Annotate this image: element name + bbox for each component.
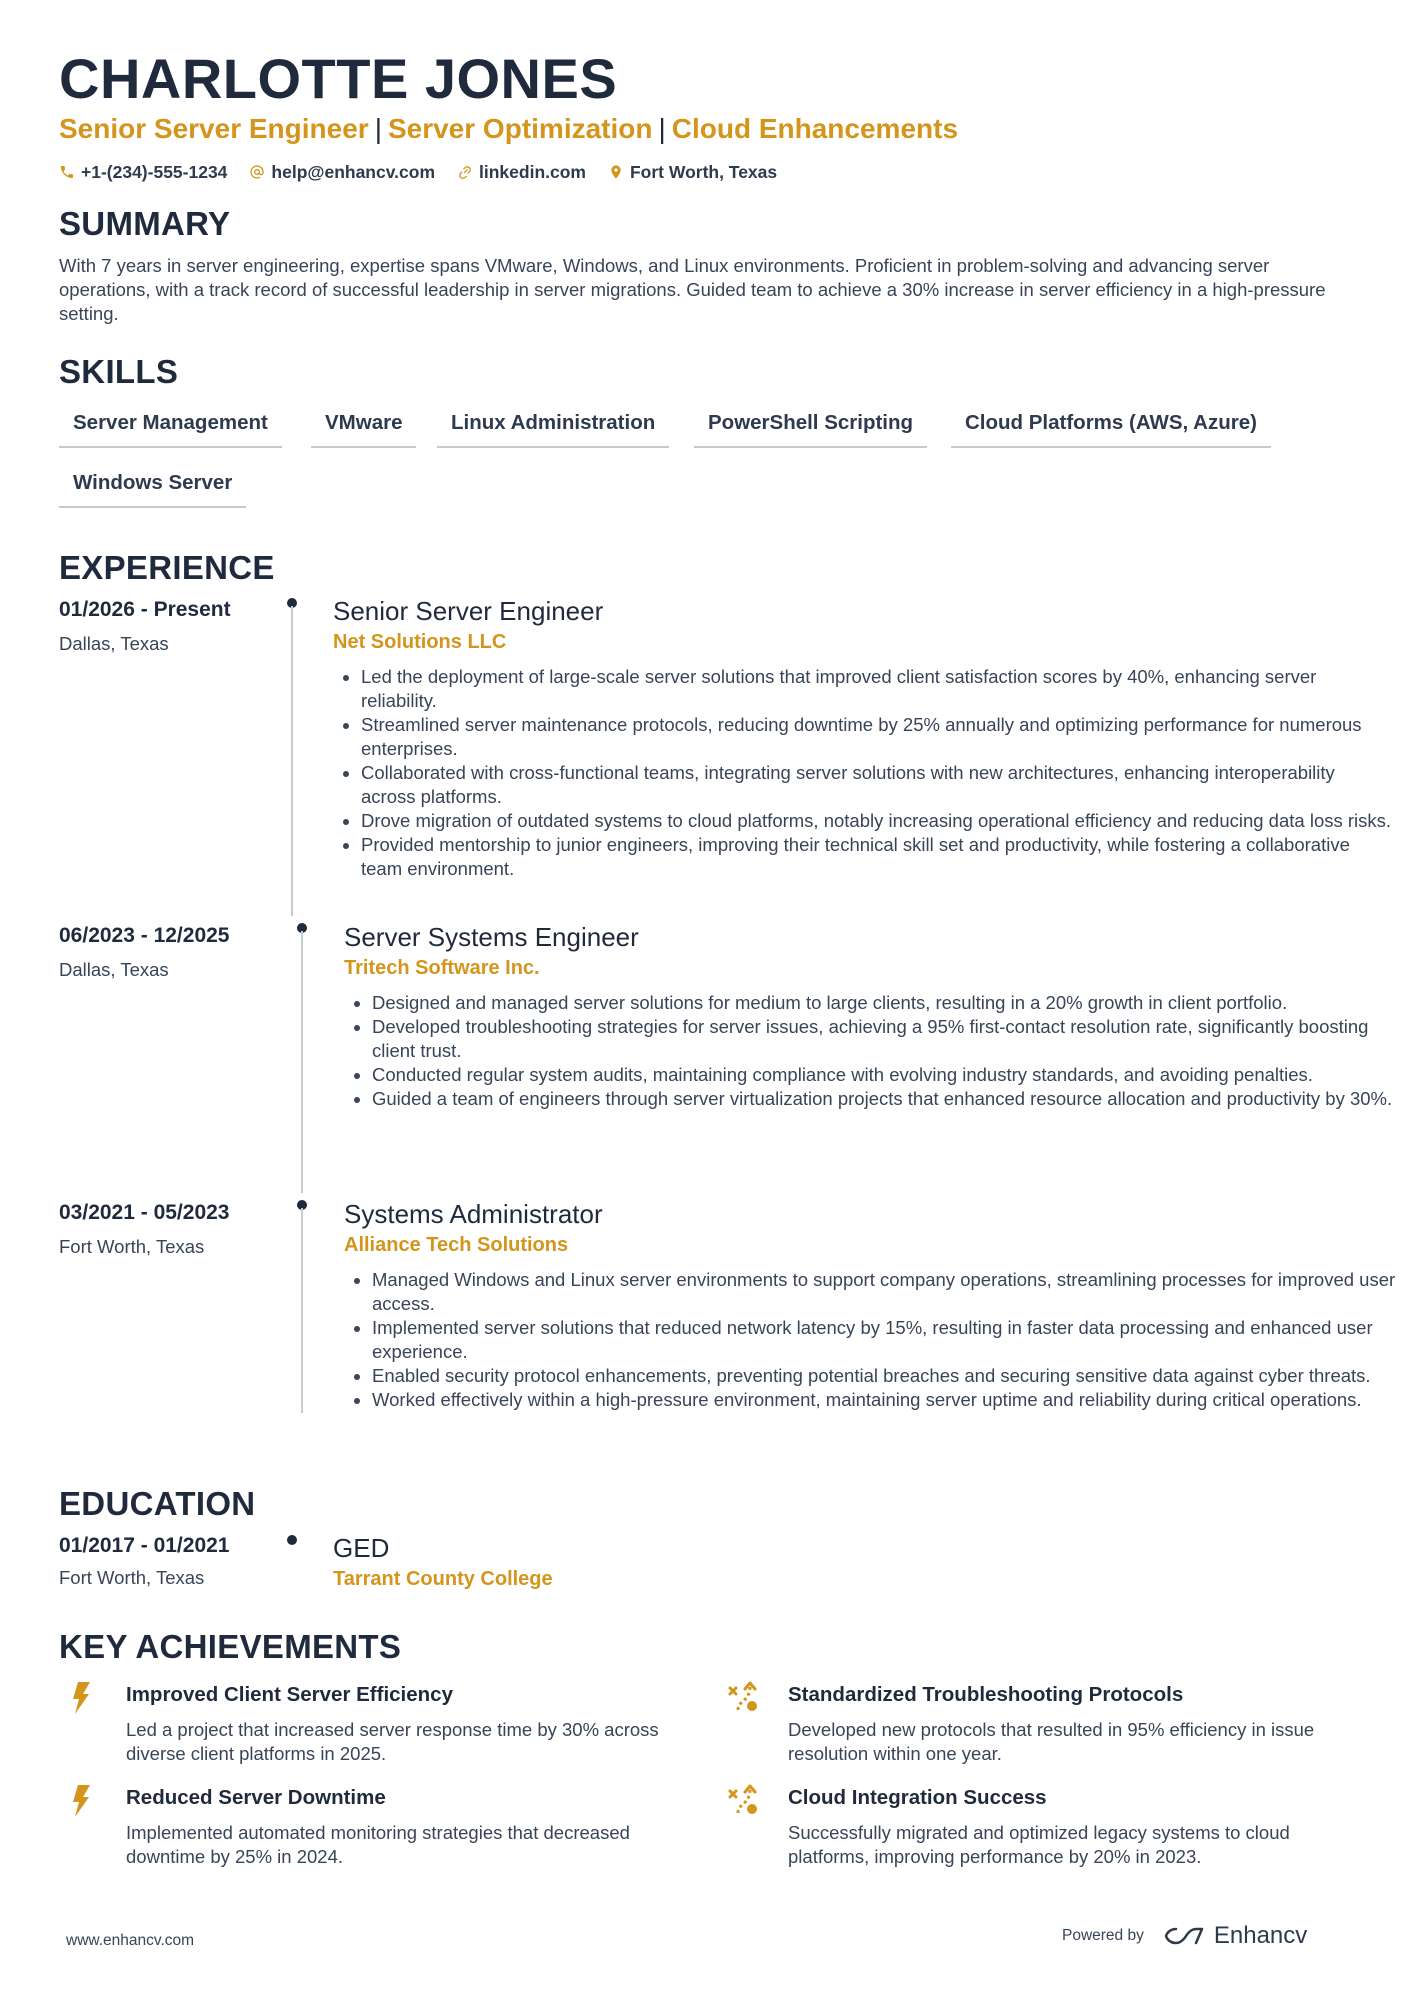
headline-part: Senior Server Engineer	[59, 113, 369, 144]
job-role: Systems Administrator	[344, 1199, 603, 1229]
summary-title: SUMMARY	[59, 205, 231, 242]
achievement-title: Cloud Integration Success	[788, 1786, 1047, 1809]
achievement-item	[66, 1783, 666, 1873]
education-degree: GED	[333, 1533, 390, 1563]
achievement-desc: Led a project that increased server response time by 30% across diverse client platforms in 2025.	[126, 1719, 659, 1764]
job-company: Net Solutions LLC	[333, 631, 507, 653]
contact-location	[608, 162, 777, 183]
job-dates: 06/2023 - 12/2025	[59, 924, 230, 947]
job-bullets	[344, 991, 1404, 1111]
achievement-item	[728, 1783, 1328, 1873]
achievement-title: Improved Client Server Efficiency	[126, 1683, 453, 1706]
skills-title: SKILLS	[59, 353, 179, 390]
location-text: Fort Worth, Texas	[629, 161, 778, 182]
contact-linkedin[interactable]	[457, 162, 586, 183]
bullet-item: • Conducted regular system audits, maintaining compliance with evolving industry standards, and avoiding penalties.	[372, 1063, 1404, 1087]
contact-email[interactable]	[249, 162, 435, 183]
job-location: Dallas, Texas	[59, 959, 169, 980]
enhancv-logo-icon	[1162, 1924, 1206, 1948]
link-icon	[457, 164, 473, 180]
job-role: Senior Server Engineer	[333, 596, 604, 626]
achievement-item	[728, 1680, 1328, 1770]
achievement-desc: Developed new protocols that resulted in 95% efficiency in issue resolution within one year.	[788, 1719, 1315, 1764]
achievement-desc: Implemented automated monitoring strategies that decreased downtime by 25% in 2024.	[126, 1822, 630, 1867]
bullet-item: • Implemented server solutions that reduced network latency by 15%, resulting in faster data processing and enhanced user experience.	[372, 1316, 1404, 1364]
at-icon	[249, 164, 265, 180]
email-text: help@enhancv.com	[271, 161, 436, 182]
candidate-name: CHARLOTTE JONES	[59, 47, 618, 110]
footer-website[interactable]: www.enhancv.com	[66, 1932, 195, 1949]
lightning-icon	[66, 1680, 98, 1716]
education-location: Fort Worth, Texas	[59, 1567, 205, 1588]
job-entry	[344, 921, 1404, 1111]
skill-tag: Linux Administration	[437, 400, 669, 448]
bullet-item: • Drove migration of outdated systems to cloud platforms, notably increasing operational efficiency and reducing data loss risks.	[361, 809, 1393, 833]
summary-text: With 7 years in server engineering, expertise spans VMware, Windows, and Linux environments. Proficient in problem-solving and advancing server operations, with a track record of successful leadership in server migrations. Guided team to achieve a 30% increase in server efficiency in a high-pressure setting.	[59, 255, 1326, 324]
skill-tag: Cloud Platforms (AWS, Azure)	[951, 400, 1271, 448]
timeline-line	[301, 1208, 303, 1413]
contact-bar	[59, 158, 777, 186]
education-title: EDUCATION	[59, 1485, 256, 1522]
job-dates: 03/2021 - 05/2023	[59, 1201, 230, 1224]
job-role: Server Systems Engineer	[344, 922, 639, 952]
footer-branding	[1062, 1922, 1307, 1950]
headline	[59, 111, 958, 147]
headline-separator: |	[374, 113, 382, 144]
bullet-item: • Enabled security protocol enhancements, preventing potential breaches and securing sensitive data against cyber threats.	[372, 1364, 1404, 1388]
brand-logo[interactable]	[1162, 1922, 1307, 1950]
job-meta	[59, 596, 289, 656]
achievement-desc: Successfully migrated and optimized legacy systems to cloud platforms, improving performance by 20% in 2023.	[788, 1822, 1290, 1867]
job-location: Dallas, Texas	[59, 633, 169, 654]
bullet-item: • Streamlined server maintenance protocols, reducing downtime by 25% annually and optimizing performance for numerous enterprises.	[361, 713, 1393, 761]
achievement-item	[66, 1680, 666, 1770]
map-pin-icon	[608, 164, 624, 180]
bullet-item: • Provided mentorship to junior engineers, improving their technical skill set and productivity, while fostering a collaborative team environment.	[361, 833, 1393, 881]
job-company: Alliance Tech Solutions	[344, 1234, 569, 1256]
bullet-item: • Managed Windows and Linux server environments to support company operations, streamlining processes for improved user access.	[372, 1268, 1404, 1316]
job-bullets	[344, 1268, 1404, 1412]
headline-part: Server Optimization	[387, 113, 653, 144]
headline-part: Cloud Enhancements	[671, 113, 959, 144]
experience-title: EXPERIENCE	[59, 549, 275, 586]
bullet-item: • Guided a team of engineers through server virtualization projects that enhanced resource allocation and productivity by 30%.	[372, 1087, 1404, 1111]
bullet-item: • Led the deployment of large-scale server solutions that improved client satisfaction scores by 40%, enhancing server reliability.	[361, 665, 1393, 713]
powered-by-label: Powered by	[1062, 1927, 1144, 1944]
job-bullets	[333, 665, 1393, 881]
timeline-dot	[287, 1535, 297, 1545]
phone-icon	[59, 164, 75, 180]
contact-phone[interactable]	[59, 162, 227, 183]
job-location: Fort Worth, Texas	[59, 1236, 205, 1257]
bullet-item: • Collaborated with cross-functional teams, integrating server solutions with new architectures, enhancing interoperability across platforms.	[361, 761, 1393, 809]
skill-tag: Server Management	[59, 400, 282, 448]
job-entry	[333, 595, 1393, 881]
bullet-item: • Designed and managed server solutions for medium to large clients, resulting in a 20% growth in client portfolio.	[372, 991, 1404, 1015]
skill-tag: PowerShell Scripting	[694, 400, 927, 448]
education-meta	[59, 1532, 289, 1590]
skill-tag: Windows Server	[59, 460, 246, 508]
education-dates: 01/2017 - 01/2021	[59, 1534, 230, 1557]
lightning-icon	[66, 1783, 98, 1819]
timeline-line	[301, 931, 303, 1193]
brand-name: Enhancv	[1213, 1922, 1308, 1949]
timeline-line	[291, 606, 293, 916]
job-meta	[59, 1199, 289, 1259]
bullet-item: • Worked effectively within a high-pressure environment, maintaining server uptime and reliability during critical operations.	[372, 1388, 1404, 1412]
headline-separator: |	[658, 113, 666, 144]
skill-tag: VMware	[311, 400, 416, 448]
achievements-title: KEY ACHIEVEMENTS	[59, 1628, 402, 1665]
bullet-item: • Developed troubleshooting strategies for server issues, achieving a 95% first-contact resolution rate, significantly boosting client trust.	[372, 1015, 1404, 1063]
job-company: Tritech Software Inc.	[344, 957, 540, 979]
education-entry	[333, 1532, 1393, 1592]
achievement-title: Standardized Troubleshooting Protocols	[788, 1683, 1184, 1706]
education-school: Tarrant County College	[333, 1568, 553, 1590]
route-icon	[728, 1783, 760, 1819]
achievement-title: Reduced Server Downtime	[126, 1786, 386, 1809]
job-meta	[59, 922, 289, 982]
phone-text: +1-(234)-555-1234	[81, 161, 228, 182]
job-entry	[344, 1198, 1404, 1412]
linkedin-text: linkedin.com	[479, 161, 586, 182]
route-icon	[728, 1680, 760, 1716]
job-dates: 01/2026 - Present	[59, 598, 231, 621]
